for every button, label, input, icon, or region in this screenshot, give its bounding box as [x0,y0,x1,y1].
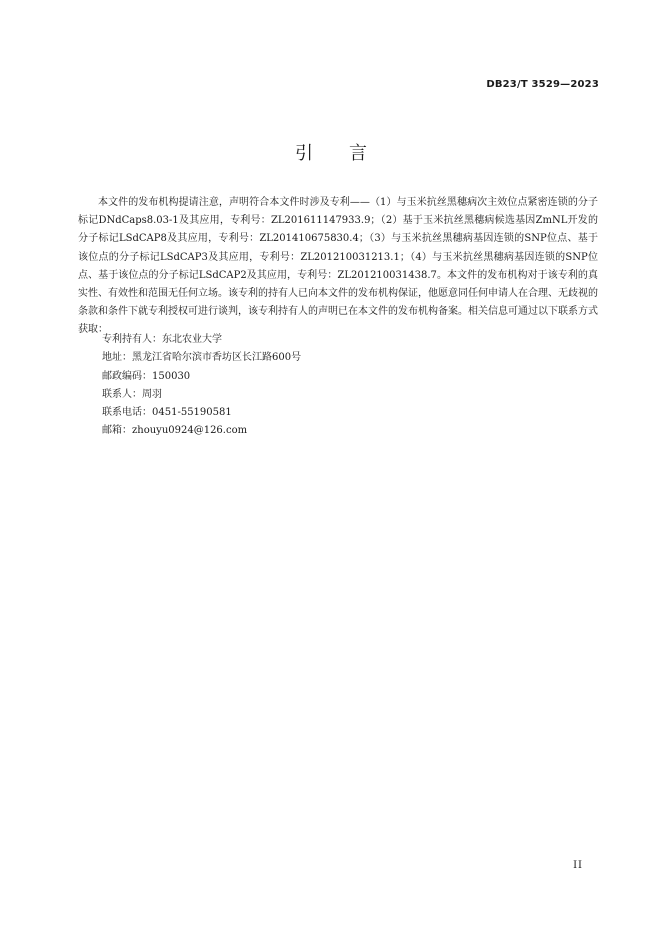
postcode-line: 邮政编码：150030 [102,370,191,382]
page-number: II [573,860,583,871]
document-code: DB23/T 3529—2023 [486,79,599,90]
patent-notice-paragraph: 本文件的发布机构提请注意，声明符合本文件时涉及专利——（1）与玉米抗丝黑穗病次主效位点紧密连锁的分子标记DNdCaps8.03-1及其应用，专利号：ZL201611147933.9；（2）基于玉米抗丝黑穗病候选基因ZmNL开发的分子标记LSdCAP8及其应用，专利号：ZL201410675830.4；（3）与玉米抗丝黑穗病基因连锁的SNP位点、基于该位点的分子标记LSdCAP3及其应用，专利号：ZL201210031213.1；（4）与玉米抗丝黑穗病基因连锁的SNP位点、基于该位点的分子标记LSdCAP2及其应用，专利号：ZL201210031438.7。本文件的发布机构对于该专利的真实性、有效性和范围无任何立场。该专利的持有人已向本文件的发布机构保证，他愿意同任何申请人在合理、无歧视的条款和条件下就专利授权可进行谈判，该专利持有人的声明已在本文件的发布机构备案。相关信息可通过以下联系方式获取： [78,197,598,336]
phone-line: 联系电话：0451-55190581 [102,407,232,419]
section-title: 引言 [295,143,403,164]
patent-holder-line: 专利持有人：东北农业大学 [102,334,222,345]
contact-info-list [102,331,301,441]
address-line: 地址：黑龙江省哈尔滨市香坊区长江路600号 [102,352,302,364]
email-line: 邮箱：zhouyu0924@126.com [102,425,248,437]
contact-person-line: 联系人：周羽 [102,388,162,400]
